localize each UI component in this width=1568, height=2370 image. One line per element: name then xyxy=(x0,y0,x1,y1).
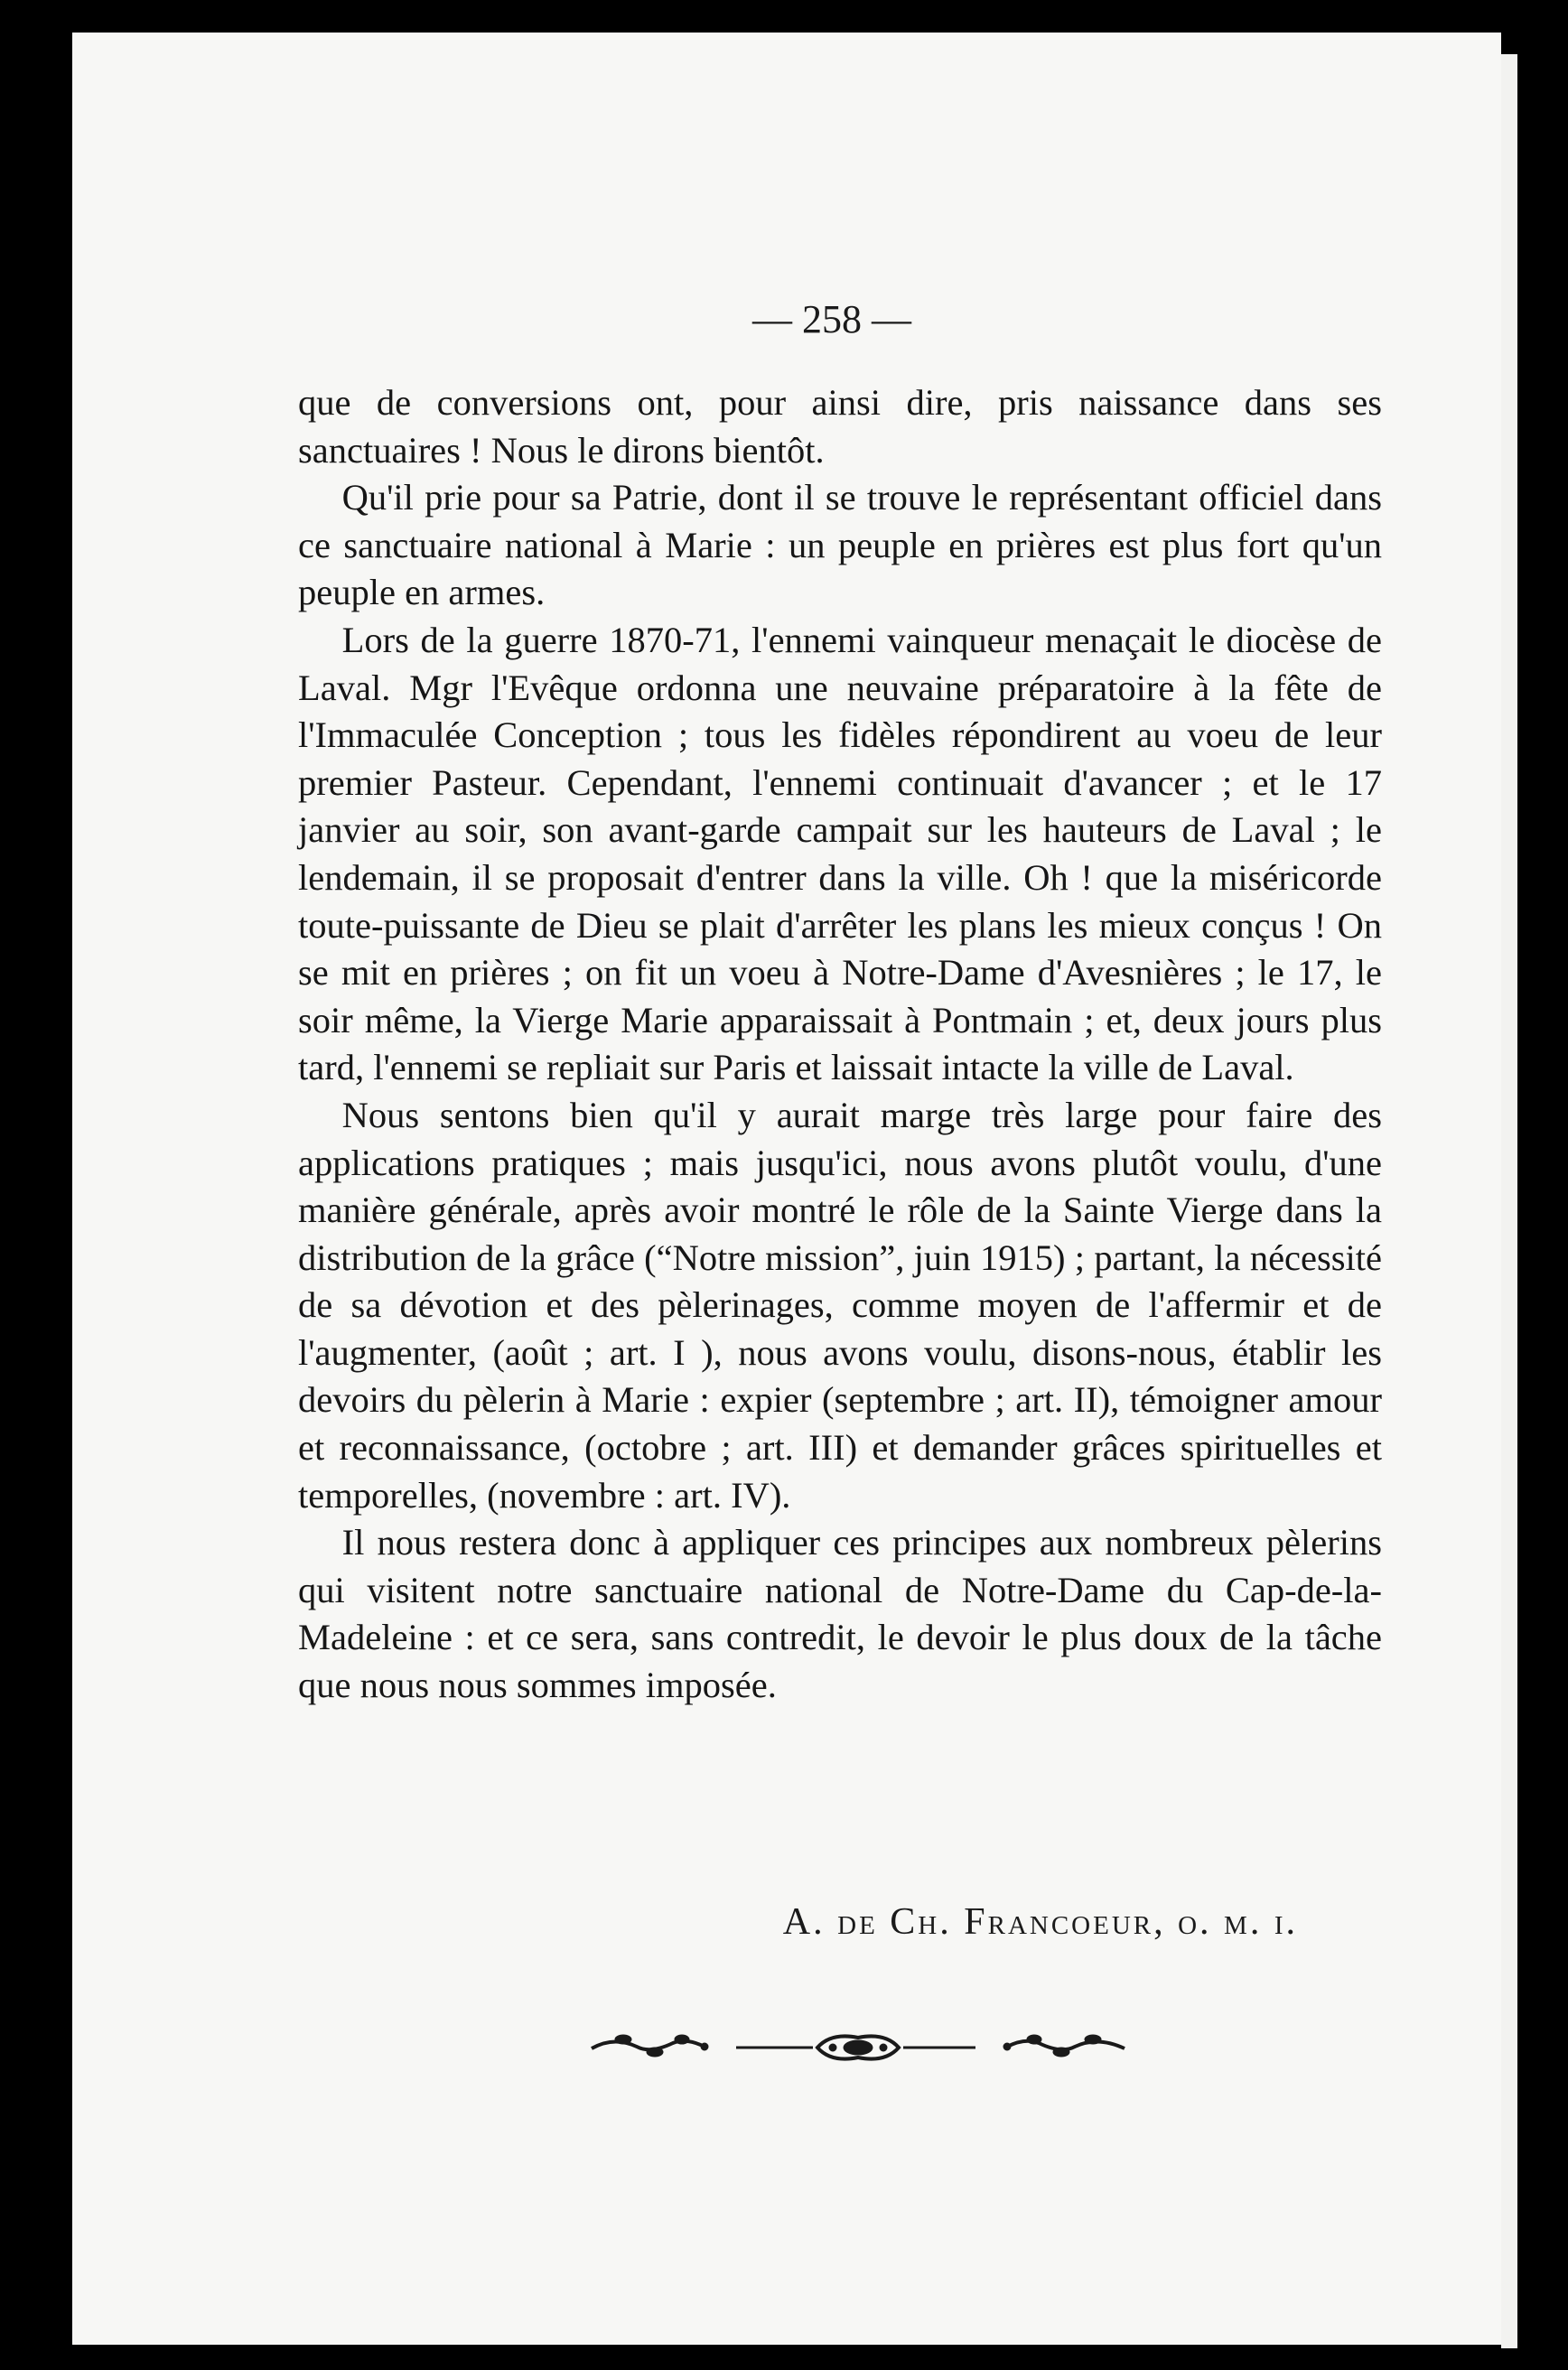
adjacent-page-edge xyxy=(1501,54,1517,2348)
book-page xyxy=(72,33,1501,2345)
paragraph-3: Lors de la guerre 1870-71, l'ennemi vainqueur menaçait le diocèse de Laval. Mgr l'Evêque ordonna une neuvaine préparatoire à la fête de l'Immaculée Conception ; tous les fidèles répondirent au voeu de leur premier Pasteur. Cependant, l'ennemi continuait d'avancer ; et le 17 janvier au soir, son avant-garde campait sur les hauteurs de Laval ; le lendemain, il se proposait d'entrer dans la ville. Oh ! que la miséricorde toute-puissante de Dieu se plait d'arrêter les plans les mieux conçus ! On se mit en prières ; on fit un voeu à Notre-Dame d'Avesnières ; le 17, le soir même, la Vierge Marie apparaissait à Pontmain ; et, deux jours plus tard, l'ennemi se repliait sur Paris et laissait intacte la ville de Laval. xyxy=(298,619,1382,1088)
body-text xyxy=(298,379,1382,1710)
decorative-ornament-icon xyxy=(587,2020,1129,2074)
paragraph-4: Nous sentons bien qu'il y aurait marge très large pour faire des applications pratiques ; mais jusqu'ici, nous avons plutôt voulu, d'une manière générale, après avoir montré le rôle de la Sainte Vierge dans la distribution de la grâce (“Notre mission”, juin 1915) ; partant, la nécessité de sa dévotion et des pèlerinages, comme moyen de l'affermir et de l'augmenter, (août ; art. I ), nous avons voulu, disons-nous, établir les devoirs du pèlerin à Marie : expier (septembre ; art. II), témoigner amour et reconnaissance, (octobre ; art. III) et demander grâces spirituelles et temporelles, (novembre : art. IV). xyxy=(298,1094,1382,1516)
page-number: — 258 — xyxy=(752,297,911,341)
paragraph-2: Qu'il prie pour sa Patrie, dont il se trouve le représentant officiel dans ce sanctuaire national à Marie : un peuple en prières est plus fort qu'un peuple en armes. xyxy=(298,477,1382,613)
paragraph-1: que de conversions ont, pour ainsi dire, pris naissance dans ses sanctuaires ! Nous le dirons bientôt. xyxy=(298,382,1382,471)
paragraph-5: Il nous restera donc à appliquer ces principes aux nombreux pèlerins qui visitent notre sanctuaire national de Notre-Dame du Cap-de-la-Madeleine : et ce sera, sans contredit, le devoir le plus doux de la tâche que nous nous sommes imposée. xyxy=(298,1522,1382,1706)
author-signature: A. de Ch. Francoeur, o. m. i. xyxy=(782,1901,1298,1943)
